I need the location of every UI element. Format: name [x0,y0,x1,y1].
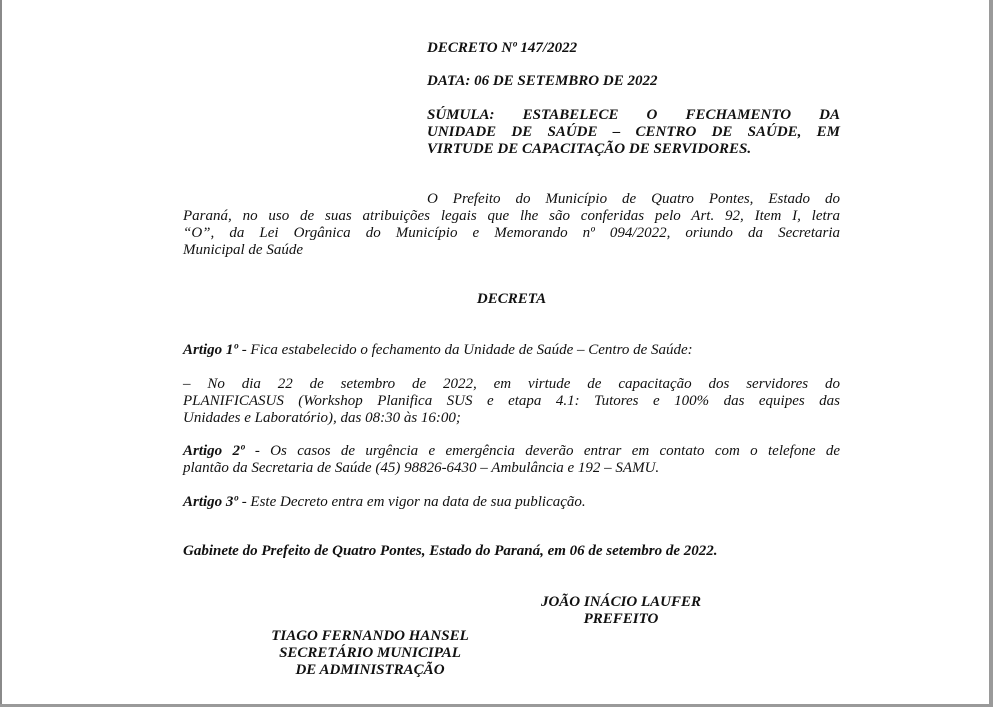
summary-line: UNIDADE DE SAÚDE – CENTRO DE SAÚDE, EM [427,124,840,140]
decree-summary [427,107,840,158]
article-1 [183,342,840,359]
article-2-text: - Os casos de urgência e emergência deverão entrar em contato com o telefone de [244,443,840,459]
article-2-label: Artigo 2º [183,443,245,459]
signature-prefeito [511,594,731,628]
secretario-name: TIAGO FERNANDO HANSEL [271,628,469,644]
article-2-line [183,443,840,460]
article-1-item-line: – No dia 22 de setembro de 2022, em virtude de capacitação dos servidores do [183,376,840,392]
preamble-line: “O”, da Lei Orgânica do Município e Memorando nº 094/2022, oriundo da Secretaria [183,225,840,241]
preamble-line: Paraná, no uso de suas atribuições legais que lhe são conferidas pelo Art. 92, Item I, letra [183,208,840,224]
secretario-role-1: SECRETÁRIO MUNICIPAL [279,645,461,661]
article-1-label: Artigo 1º [183,342,238,358]
article-1-item [183,376,840,427]
article-3-label: Artigo 3º [183,494,238,510]
article-3 [183,494,840,511]
decree-date: DATA: 06 DE SETEMBRO DE 2022 [427,73,658,89]
prefeito-name: JOÃO INÁCIO LAUFER [540,594,702,610]
article-1-item-line: PLANIFICASUS (Workshop Planifica SUS e etapa 4.1: Tutores e 100% das equipes das [183,393,840,409]
article-3-text: - Este Decreto entra em vigor na data de sua publicação. [237,494,586,510]
preamble [183,191,840,259]
preamble-line: Municipal de Saúde [183,242,303,258]
decreta-heading: DECRETA [476,291,547,307]
secretario-role-2: DE ADMINISTRAÇÃO [295,662,445,678]
article-2-line: plantão da Secretaria de Saúde (45) 98826-6430 – Ambulância e 192 – SAMU. [183,460,660,476]
article-2 [183,443,840,477]
prefeito-role: PREFEITO [583,611,659,627]
gabinete-line: Gabinete do Prefeito de Quatro Pontes, Estado do Paraná, em 06 de setembro de 2022. [183,543,718,559]
page-border-left [0,0,2,707]
preamble-line: O Prefeito do Município de Quatro Pontes, Estado do [427,191,840,207]
summary-line: VIRTUDE DE CAPACITAÇÃO DE SERVIDORES. [427,141,752,157]
article-1-item-line: Unidades e Laboratório), das 08:30 às 16:00; [183,410,461,426]
summary-line: SÚMULA: ESTABELECE O FECHAMENTO DA [427,107,840,123]
article-1-text: - Fica estabelecido o fechamento da Unidade de Saúde – Centro de Saúde: [237,342,693,358]
decree-number: DECRETO Nº 147/2022 [427,40,578,56]
signature-secretario [243,628,497,679]
page-border-right [989,0,993,707]
